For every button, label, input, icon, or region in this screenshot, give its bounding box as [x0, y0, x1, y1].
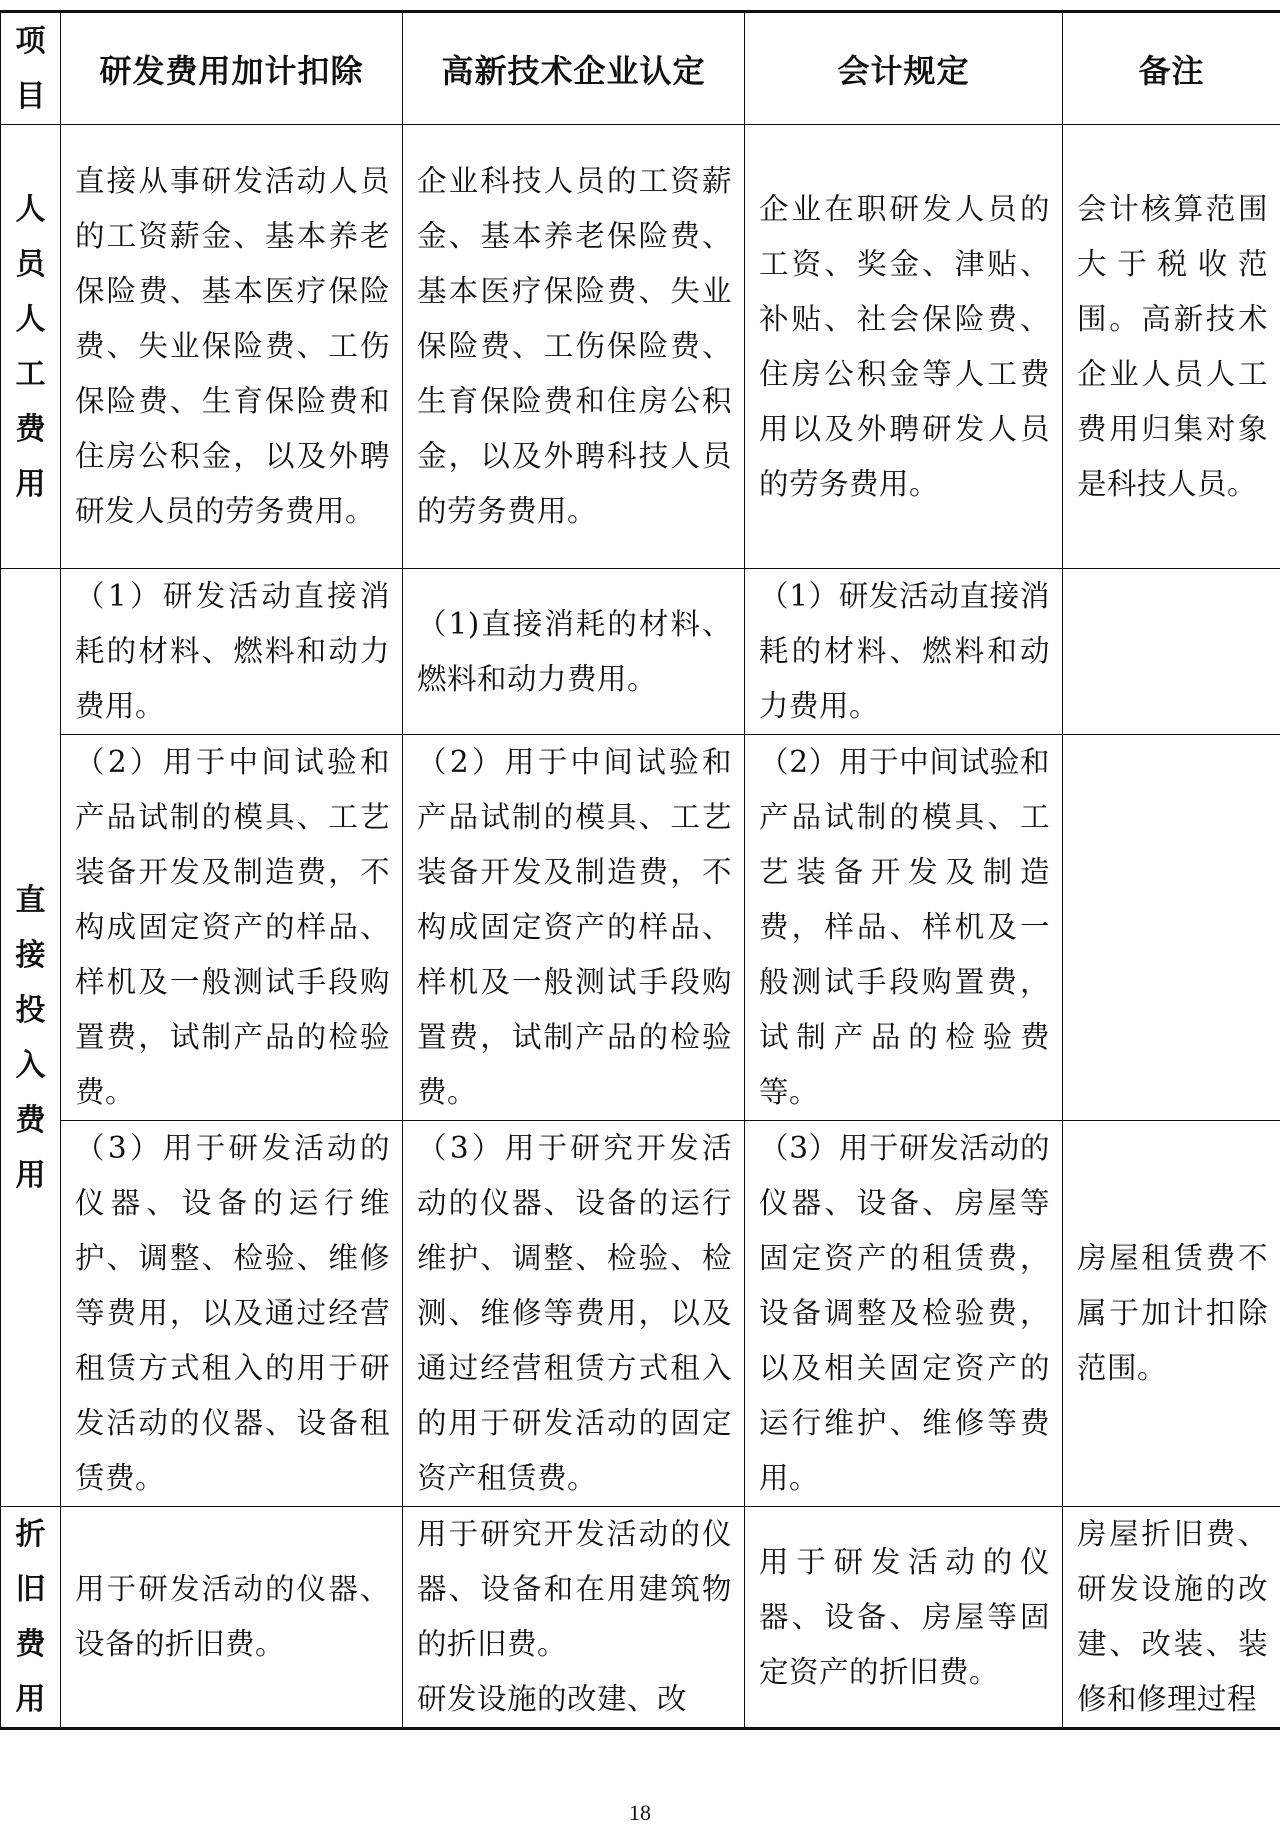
cell-text-remark: 房屋折旧费、研发设施的改建、改装、装修和修理过程: [1077, 1517, 1268, 1716]
cell-text-rd-deduction: （2）用于中间试验和产品试制的模具、工艺装备开发及制造费，不构成固定资产的样品、样机及一般测试手段购置费，试制产品的检验费。: [75, 745, 390, 1109]
table-cell: [403, 735, 745, 1121]
table-cell: [1063, 125, 1280, 569]
cell-text-accounting: （1）研发活动直接消耗的材料、燃料和动力费用。: [759, 579, 1050, 723]
table-cell: [745, 1121, 1063, 1507]
header-cell-rd-deduction: [61, 12, 403, 125]
table-row-direct-1: [1, 569, 1280, 735]
header-cell-item: [1, 12, 61, 125]
table-cell: [403, 569, 745, 735]
table-cell: [745, 569, 1063, 735]
table-cell: [61, 1121, 403, 1507]
header-cell-high-tech: [403, 12, 745, 125]
header-item-label: 项目: [15, 23, 46, 114]
table-cell: [61, 1507, 403, 1729]
cell-text-rd-deduction: （3）用于研发活动的仪器、设备的运行维护、调整、检验、维修等费用，以及通过经营租赁方式租入的用于研发活动的仪器、设备租赁费。: [75, 1131, 390, 1495]
cell-text-high-tech: （3）用于研究开发活动的仪器、设备的运行维护、调整、检验、检测、维修等费用，以及通过经营租赁方式租入的用于研发活动的固定资产租赁费。: [417, 1131, 732, 1495]
category-cell-personnel: [1, 125, 61, 569]
table-cell: [403, 1507, 745, 1729]
category-label-depreciation: 折旧费用: [15, 1517, 46, 1717]
table-cell: [403, 125, 745, 569]
header-remark-label: 备注: [1138, 51, 1205, 90]
cell-text-high-tech: 企业科技人员的工资薪金、基本养老保险费、基本医疗保险费、失业保险费、工伤保险费、生育保险费和住房公积金，以及外聘科技人员的劳务费用。: [417, 164, 732, 528]
table-cell: [1063, 1507, 1280, 1729]
cell-text-remark: 房屋租赁费不属于加计扣除范围。: [1077, 1241, 1268, 1385]
table-cell: [61, 569, 403, 735]
category-cell-direct-inputs: [1, 569, 61, 1507]
table-cell: [745, 125, 1063, 569]
table-cell: [403, 1121, 745, 1507]
table-cell: [745, 735, 1063, 1121]
cell-text-high-tech: 用于研究开发活动的仪器、设备和在用建筑物的折旧费。: [417, 1517, 732, 1661]
table-row-direct-2: [1, 735, 1280, 1121]
table-cell: [1063, 735, 1280, 1121]
header-rd-deduction-label: 研发费用加计扣除: [99, 51, 364, 90]
table-cell: [61, 125, 403, 569]
cell-text-rd-deduction: 直接从事研发活动人员的工资薪金、基本养老保险费、基本医疗保险费、失业保险费、工伤保险费、生育保险费和住房公积金，以及外聘研发人员的劳务费用。: [75, 164, 390, 528]
cell-text-remark: 会计核算范围大于税收范围。高新技术企业人员人工费用归集对象是科技人员。: [1077, 191, 1268, 501]
header-accounting-label: 会计规定: [837, 51, 970, 90]
category-label-direct-inputs: 直接投入费用: [15, 882, 46, 1193]
header-high-tech-label: 高新技术企业认定: [441, 51, 706, 90]
table-row-direct-3: [1, 1121, 1280, 1507]
page-number: 18: [629, 1800, 651, 1825]
comparison-table: [0, 10, 1280, 1730]
header-cell-accounting: [745, 12, 1063, 125]
category-label-personnel: 人员人工费用: [15, 191, 46, 502]
table-cell: [61, 735, 403, 1121]
cell-text-high-tech: （1)直接消耗的材料、燃料和动力费用。: [417, 606, 732, 696]
cell-text-accounting: 企业在职研发人员的工资、奖金、津贴、补贴、社会保险费、住房公积金等人工费用以及外聘研发人员的劳务费用。: [759, 191, 1050, 501]
cell-text-high-tech-extra: 研发设施的改建、改: [417, 1682, 688, 1716]
cell-text-accounting: （3）用于研发活动的仪器、设备、房屋等固定资产的租赁费，设备调整及检验费，以及相关固定资产的运行维护、维修等费用。: [759, 1131, 1050, 1495]
table-cell: [1063, 569, 1280, 735]
table-header-row: [1, 12, 1280, 125]
header-cell-remark: [1063, 12, 1280, 125]
cell-text-rd-deduction: （1）研发活动直接消耗的材料、燃料和动力费用。: [75, 579, 390, 723]
cell-text-accounting: （2）用于中间试验和产品试制的模具、工艺装备开发及制造费，样品、样机及一般测试手段购置费，试制产品的检验费等。: [759, 745, 1050, 1109]
table-row-personnel: [1, 125, 1280, 569]
cell-text-accounting: 用于研发活动的仪器、设备、房屋等固定资产的折旧费。: [759, 1544, 1050, 1689]
cell-text-rd-deduction: 用于研发活动的仪器、设备的折旧费。: [75, 1572, 390, 1661]
table-cell: [1063, 1121, 1280, 1507]
table-row-depreciation: [1, 1507, 1280, 1729]
category-cell-depreciation: [1, 1507, 61, 1729]
cell-text-high-tech: （2）用于中间试验和产品试制的模具、工艺装备开发及制造费，不构成固定资产的样品、样机及一般测试手段购置费，试制产品的检验费。: [417, 745, 732, 1109]
table-cell: [745, 1507, 1063, 1729]
